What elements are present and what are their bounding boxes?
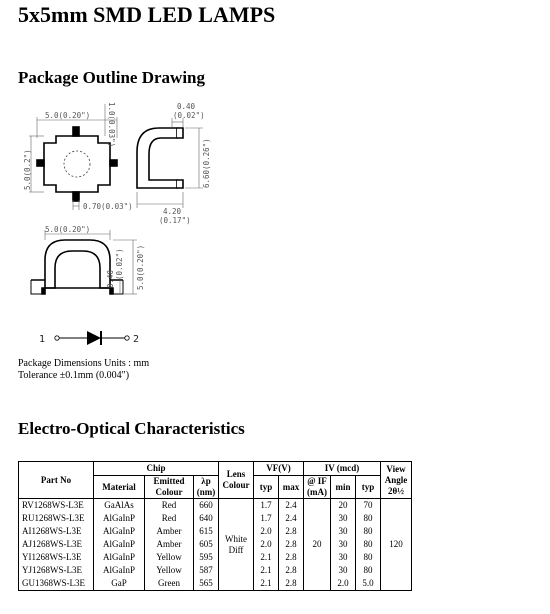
th-iv-typ: typ bbox=[356, 476, 381, 499]
lambda-p-cell: 587 bbox=[194, 564, 219, 577]
table-body bbox=[19, 499, 412, 591]
emitted-colour-cell: Red bbox=[145, 499, 194, 513]
material-cell: GaP bbox=[94, 577, 145, 591]
dim-front-lead-in: (0.02") bbox=[115, 248, 124, 280]
pin-1-label: 1 bbox=[39, 334, 46, 345]
dim-inner-vertical: 1.0(0.03") bbox=[107, 102, 116, 148]
iv-typ-cell: 80 bbox=[356, 564, 381, 577]
part-no-cell: AJ1268WS-L3E bbox=[19, 538, 94, 551]
part-no-cell: AI1268WS-L3E bbox=[19, 525, 94, 538]
package-outline-drawing bbox=[25, 100, 255, 350]
material-cell: AlGaInP bbox=[94, 551, 145, 564]
iv-min-cell: 30 bbox=[331, 538, 356, 551]
iv-typ-cell: 80 bbox=[356, 512, 381, 525]
part-no-cell: YI1268WS-L3E bbox=[19, 551, 94, 564]
package-notes bbox=[18, 358, 149, 382]
vf-typ-cell: 2.1 bbox=[254, 551, 279, 564]
lambda-p-cell: 615 bbox=[194, 525, 219, 538]
th-view-angle: View Angle 2θ½ bbox=[381, 462, 412, 499]
dim-side-thickness: 0.40 bbox=[177, 102, 196, 111]
iv-min-cell: 30 bbox=[331, 551, 356, 564]
table-row bbox=[19, 538, 412, 551]
vf-typ-cell: 2.1 bbox=[254, 564, 279, 577]
package-outline-heading: Package Outline Drawing bbox=[18, 68, 205, 87]
emitted-colour-cell: Yellow bbox=[145, 551, 194, 564]
vf-typ-cell: 2.1 bbox=[254, 577, 279, 591]
iv-min-cell: 30 bbox=[331, 512, 356, 525]
vf-max-cell: 2.8 bbox=[279, 564, 304, 577]
iv-typ-cell: 70 bbox=[356, 499, 381, 513]
dim-side-thickness-in: (0.02") bbox=[173, 111, 205, 120]
part-no-cell: RU1268WS-L3E bbox=[19, 512, 94, 525]
vf-max-cell: 2.8 bbox=[279, 577, 304, 591]
lambda-p-cell: 605 bbox=[194, 538, 219, 551]
diode-symbol bbox=[39, 331, 139, 345]
lambda-p-cell: 565 bbox=[194, 577, 219, 591]
material-cell: AlGaInP bbox=[94, 525, 145, 538]
vf-max-cell: 2.8 bbox=[279, 538, 304, 551]
material-cell: AlGaInP bbox=[94, 538, 145, 551]
dim-front-height: 5.0(0.20") bbox=[136, 244, 145, 290]
emitted-colour-cell: Green bbox=[145, 577, 194, 591]
table-row bbox=[19, 564, 412, 577]
iv-min-cell: 30 bbox=[331, 525, 356, 538]
vf-typ-cell: 1.7 bbox=[254, 512, 279, 525]
eo-heading: Electro-Optical Characteristics bbox=[18, 419, 245, 438]
th-lens-colour: Lens Colour bbox=[219, 462, 254, 499]
th-vf: VF(V) bbox=[254, 462, 304, 476]
emitted-colour-cell: Amber bbox=[145, 538, 194, 551]
emitted-colour-cell: Amber bbox=[145, 525, 194, 538]
iv-typ-cell: 5.0 bbox=[356, 577, 381, 591]
emitted-colour-cell: Yellow bbox=[145, 564, 194, 577]
vf-typ-cell: 2.0 bbox=[254, 525, 279, 538]
th-chip: Chip bbox=[94, 462, 219, 476]
table-row bbox=[19, 512, 412, 525]
material-cell: AlGaInP bbox=[94, 564, 145, 577]
th-lambda-p: λp (nm) bbox=[194, 476, 219, 499]
vf-max-cell: 2.8 bbox=[279, 551, 304, 564]
dim-front-width: 5.0(0.20") bbox=[45, 225, 91, 234]
iv-min-cell: 20 bbox=[331, 499, 356, 513]
iv-min-cell: 30 bbox=[331, 564, 356, 577]
th-at-if: @ IF (mA) bbox=[304, 476, 331, 499]
part-no-cell: RV1268WS-L3E bbox=[19, 499, 94, 513]
iv-typ-cell: 80 bbox=[356, 551, 381, 564]
dim-side-height: 6.60(0.26") bbox=[202, 138, 211, 188]
electro-optical-table bbox=[18, 461, 412, 591]
th-material: Material bbox=[94, 476, 145, 499]
pin-2-label: 2 bbox=[133, 334, 140, 345]
view-angle-cell: 120 bbox=[381, 499, 412, 591]
part-no-cell: YJ1268WS-L3E bbox=[19, 564, 94, 577]
th-part-no: Part No bbox=[19, 462, 94, 499]
th-iv: IV (mcd) bbox=[304, 462, 381, 476]
lambda-p-cell: 660 bbox=[194, 499, 219, 513]
material-cell: AlGaInP bbox=[94, 512, 145, 525]
th-emitted-colour: Emitted Colour bbox=[145, 476, 194, 499]
vf-max-cell: 2.8 bbox=[279, 525, 304, 538]
dim-front-lead: 0.40 bbox=[106, 269, 115, 288]
iv-min-cell: 2.0 bbox=[331, 577, 356, 591]
tolerance-note: Tolerance ±0.1mm (0.004") bbox=[18, 370, 130, 381]
table-row bbox=[19, 499, 412, 513]
lens-colour-cell: White Diff bbox=[219, 499, 254, 591]
table-row bbox=[19, 525, 412, 538]
dim-pad-spacing: 0.70(0.03") bbox=[83, 202, 133, 211]
part-no-cell: GU1368WS-L3E bbox=[19, 577, 94, 591]
vf-typ-cell: 1.7 bbox=[254, 499, 279, 513]
table-row bbox=[19, 577, 412, 591]
lambda-p-cell: 595 bbox=[194, 551, 219, 564]
iv-typ-cell: 80 bbox=[356, 525, 381, 538]
lambda-p-cell: 640 bbox=[194, 512, 219, 525]
table-row bbox=[19, 551, 412, 564]
emitted-colour-cell: Red bbox=[145, 512, 194, 525]
dim-left-height: 5.0(0.2") bbox=[23, 149, 32, 190]
dim-top-width: 5.0(0.20") bbox=[45, 111, 91, 120]
th-iv-min: min bbox=[331, 476, 356, 499]
dim-side-width-in: (0.17") bbox=[159, 216, 191, 225]
iv-typ-cell: 80 bbox=[356, 538, 381, 551]
if-ma-cell: 20 bbox=[304, 499, 331, 591]
dimensions-units-note: Package Dimensions Units : mm bbox=[18, 358, 150, 369]
vf-max-cell: 2.4 bbox=[279, 512, 304, 525]
vf-typ-cell: 2.0 bbox=[254, 538, 279, 551]
material-cell: GaAlAs bbox=[94, 499, 145, 513]
dim-side-width: 4.20 bbox=[163, 207, 182, 216]
th-vf-max: max bbox=[279, 476, 304, 499]
vf-max-cell: 2.4 bbox=[279, 499, 304, 513]
page-title: 5x5mm SMD LED LAMPS bbox=[18, 2, 276, 27]
th-vf-typ: typ bbox=[254, 476, 279, 499]
